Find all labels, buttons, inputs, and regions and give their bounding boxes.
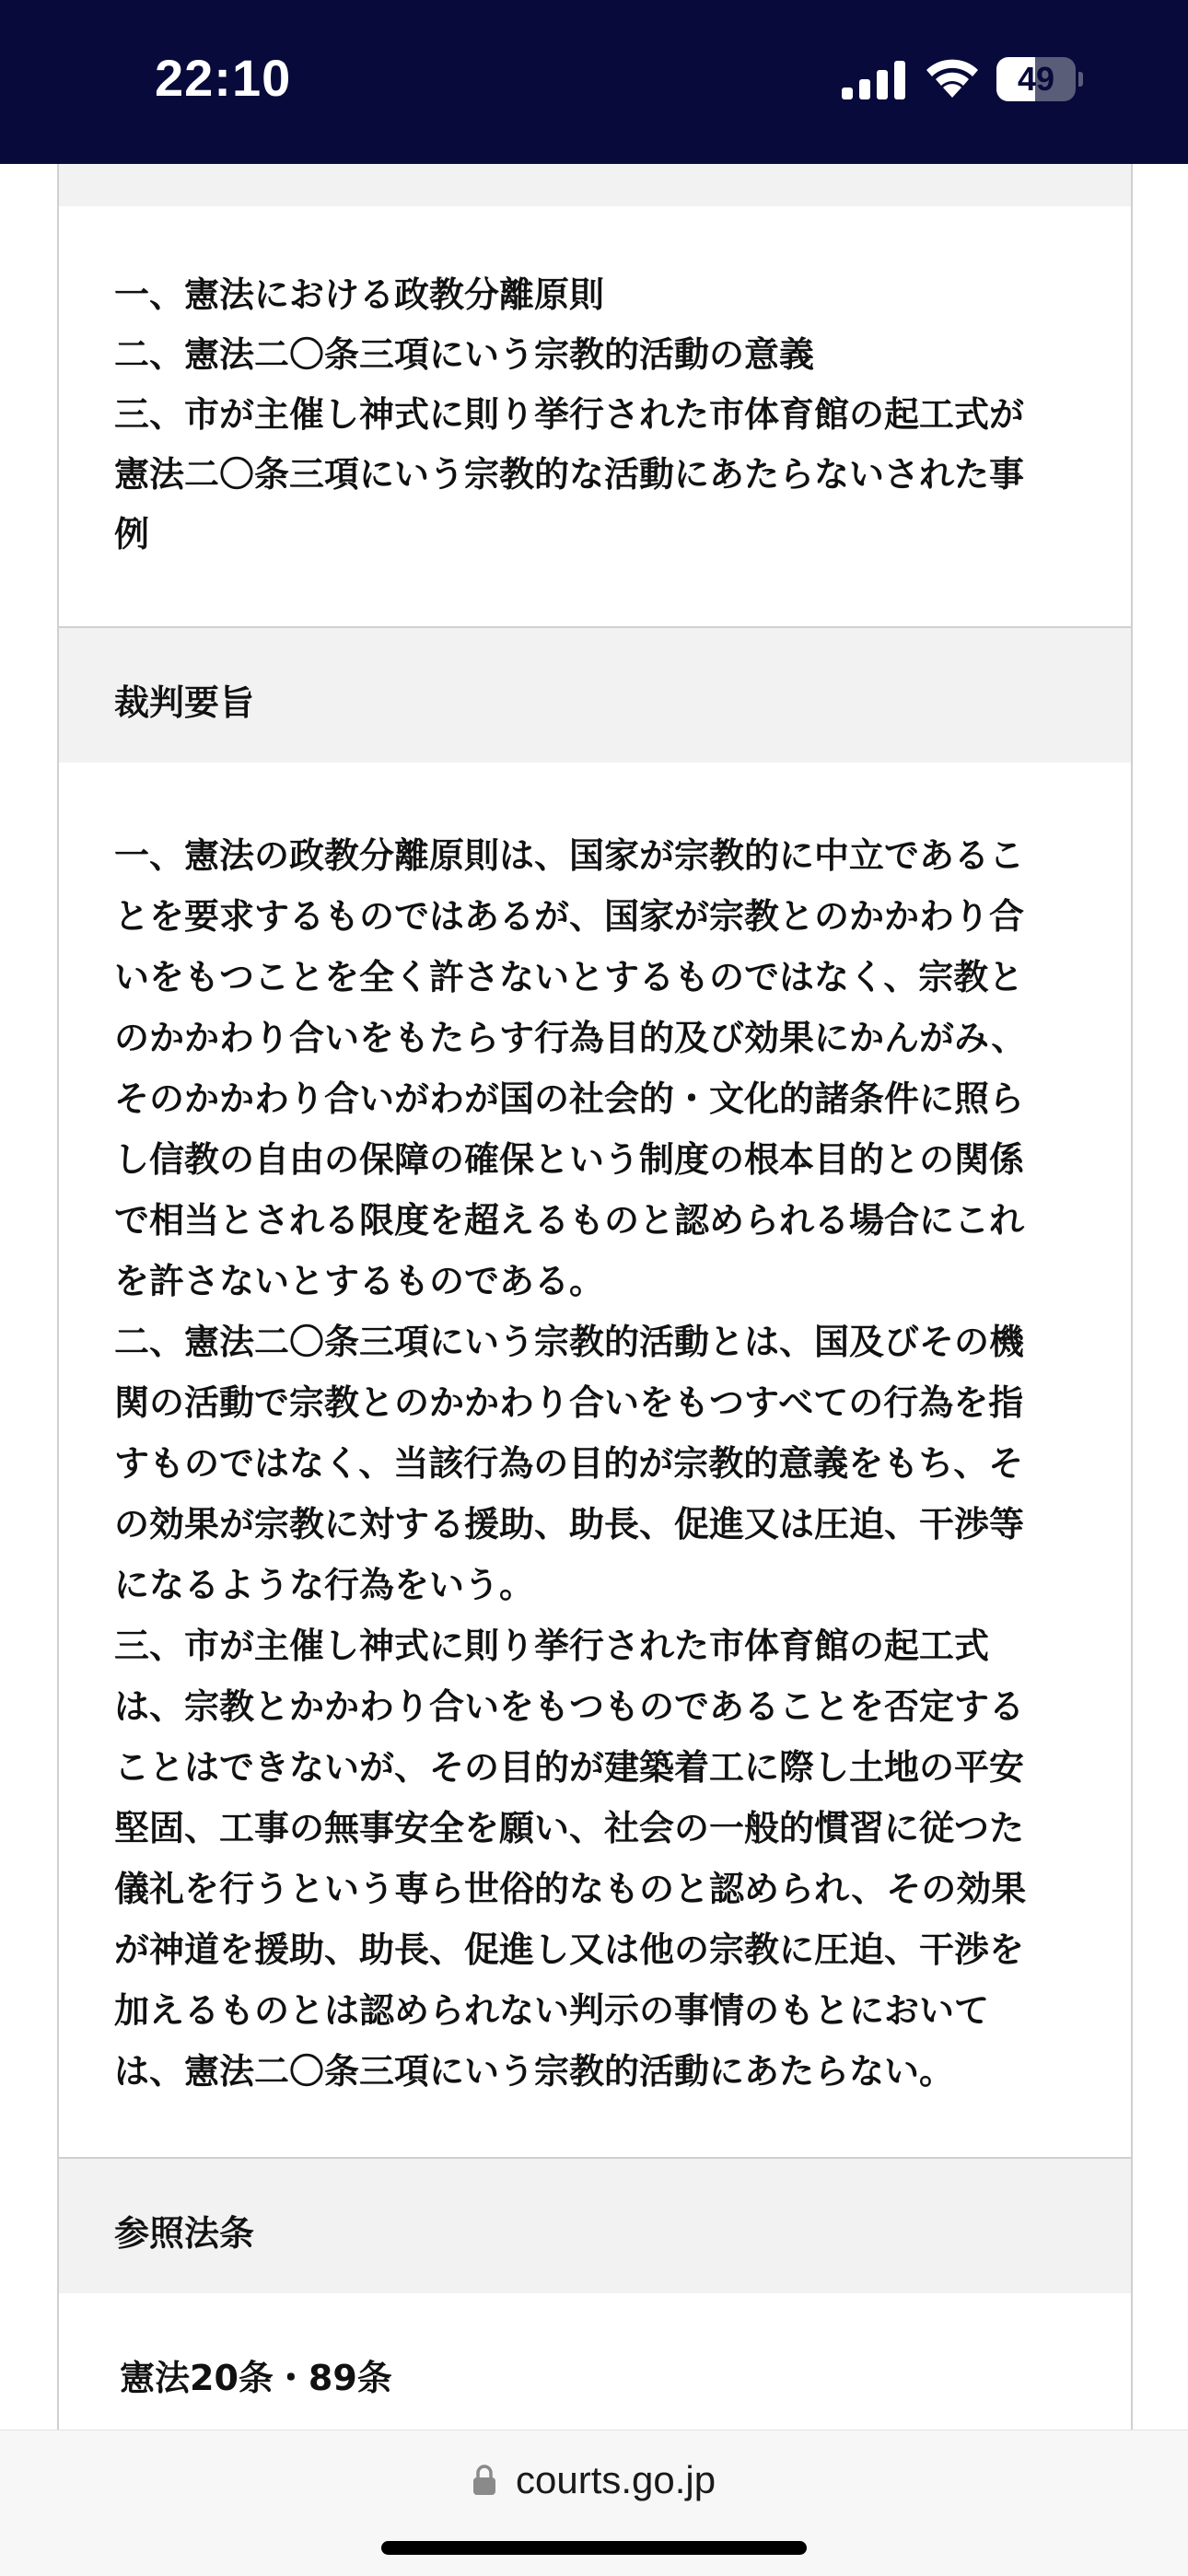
gist-line: を許さないとするものである。 [114, 1261, 605, 1301]
issues-line: 二、憲法二〇条三項にいう宗教的活動の意義 [114, 334, 815, 375]
wifi-icon [925, 57, 980, 99]
gist-line: し信教の自由の保障の確保という制度の根本目的との関係 [114, 1139, 1025, 1180]
battery-icon [996, 57, 1083, 101]
home-indicator[interactable] [381, 2541, 807, 2555]
gist-line: 関の活動で宗教とのかかわり合いをもつすべての行為を指 [114, 1382, 1024, 1423]
gist-line: すものではなく、当該行為の目的が宗教的意義をもち、そ [114, 1443, 1024, 1484]
lock-icon [472, 2465, 496, 2496]
gist-line: そのかかわり合いがわが国の社会的・文化的諸条件に照ら [114, 1078, 1025, 1119]
gist-line: のかかわり合いをもたらす行為目的及び効果にかんがみ、 [114, 1018, 1027, 1058]
gist-line: になるような行為をいう。 [114, 1565, 535, 1605]
issues-line: 一、憲法における政教分離原則 [114, 274, 605, 315]
gist-line: は、憲法二〇条三項にいう宗教的活動にあたらない。 [114, 2051, 955, 2092]
reference-line: 憲法20条・89条 [120, 2358, 392, 2398]
status-time: 22:10 [155, 49, 292, 107]
gist-line: 加えるものとは認められない判示の事情のもとにおいて [114, 1990, 990, 2031]
gist-line: 堅固、工事の無事安全を願い、社会の一般的慣習に従つた [114, 1808, 1025, 1848]
gist-line: が神道を援助、助長、促進し又は他の宗教に圧迫、干渉を [114, 1929, 1025, 1970]
issues-line: 憲法二〇条三項にいう宗教的な活動にあたらないされた事 [114, 454, 1025, 495]
browser-address-bar[interactable] [0, 2430, 1188, 2576]
document-panel [57, 164, 1133, 2430]
gist-heading: 裁判要旨 [114, 682, 255, 723]
url-text[interactable]: courts.go.jp [515, 2458, 716, 2501]
battery-level: 49 [1017, 60, 1055, 98]
battery-body [996, 57, 1076, 101]
gist-line: で相当とされる限度を超えるものと認められる場合にこれ [114, 1200, 1025, 1241]
reference-heading: 参照法条 [114, 2213, 255, 2254]
gist-line: ことはできないが、その目的が建築着工に際し土地の平安 [114, 1747, 1025, 1788]
gist-line: 二、憲法二〇条三項にいう宗教的活動とは、国及びその機 [114, 1322, 1025, 1362]
gist-line: とを要求するものではあるが、国家が宗教とのかかわり合 [114, 896, 1025, 937]
gist-line: の効果が宗教に対する援助、助長、促進又は圧迫、干渉等 [114, 1504, 1025, 1544]
section-header-reference [59, 2157, 1131, 2293]
gist-line: 三、市が主催し神式に則り挙行された市体育館の起工式 [114, 1626, 990, 1666]
signal-icon [842, 61, 906, 99]
gist-line: いをもつことを全く許さないとするものではなく、宗教と [114, 957, 1024, 997]
issues-line: 三、市が主催し神式に則り挙行された市体育館の起工式が [114, 394, 1025, 435]
status-bar [0, 0, 1188, 164]
gist-line: 一、憲法の政教分離原則は、国家が宗教的に中立であるこ [114, 835, 1025, 876]
gist-line: 儀礼を行うという専ら世俗的なものと認められ、その効果 [114, 1869, 1027, 1909]
gist-text [114, 825, 1072, 2102]
section-header-gist [59, 626, 1131, 763]
section-header-strip [59, 164, 1131, 206]
issues-text [114, 265, 1072, 565]
reference-text [120, 2350, 1077, 2406]
gist-line: は、宗教とかかわり合いをもつものであることを否定する [114, 1686, 1025, 1727]
battery-tip [1078, 72, 1083, 87]
url-wrap[interactable] [0, 2458, 1188, 2502]
issues-line: 例 [114, 514, 150, 554]
